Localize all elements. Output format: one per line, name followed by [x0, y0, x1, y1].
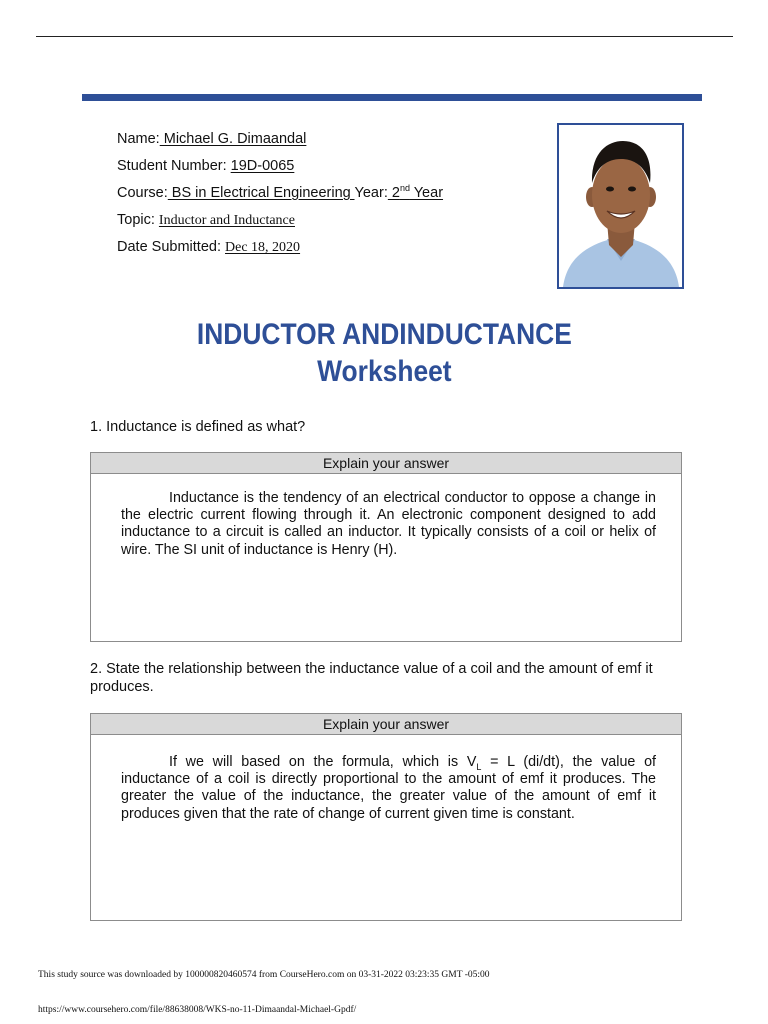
student-number-value: 19D-0065: [230, 158, 295, 174]
worksheet-subtitle: Worksheet: [317, 355, 452, 388]
topic-label: Topic:: [117, 212, 155, 228]
answer-box-2: [90, 713, 682, 921]
student-number-line: [117, 158, 294, 175]
name-label: Name:: [117, 131, 160, 147]
topic-value: Inductor and Inductance: [158, 213, 295, 228]
date-line: [117, 239, 300, 256]
question-2: 2. State the relationship between the inductance value of a coil and the amount of emf it produces.: [90, 661, 653, 695]
date-label: Date Submitted:: [117, 239, 221, 255]
worksheet-title: INDUCTOR ANDINDUCTANCE: [196, 318, 572, 351]
student-photo-image: [559, 125, 682, 287]
top-rule: [36, 36, 733, 37]
source-url[interactable]: https://www.coursehero.com/file/88638008/WKS-no-11-Dimaandal-Michael-Gpdf/: [38, 1005, 357, 1015]
course-label: Course:: [117, 185, 168, 201]
student-photo: [557, 123, 684, 289]
answer-box-1-header: Explain your answer: [91, 453, 681, 474]
question-1: 1. Inductance is defined as what?: [90, 419, 306, 435]
name-value: Michael G. Dimaandal: [159, 131, 307, 147]
answer-1-text: Inductance is the tendency of an electrical conductor to oppose a change in the electric current flowing through it. An electronic component designed to add inductance to a circuit is called an inductor. It typically consists of a coil or helix of wire. The SI unit of inductance is Henry (H).: [121, 490, 656, 558]
download-notice: This study source was downloaded by 100000820460574 from CourseHero.com on 03-31-2022 03:23:35 GMT -05:00: [38, 970, 490, 980]
answer-box-2-header: Explain your answer: [91, 714, 681, 735]
answer-2-text: If we will based on the formula, which is $V_L = L$ (di/dt), the value of inductance of a coil is directly proportional to the amount of emf it produces. The greater the value of the inductance, the greater value of the amount of emf it produces given that the rate of change of current given time is constant.: [121, 754, 656, 822]
course-value: BS in Electrical Engineering: [167, 185, 355, 201]
date-value: Dec 18, 2020: [225, 240, 301, 255]
year-value: 2nd Year: [387, 183, 444, 201]
course-line: [117, 185, 443, 202]
year-label: Year:: [354, 185, 388, 201]
answer-box-1: [90, 452, 682, 642]
name-line: [117, 131, 306, 148]
student-number-label: Student Number:: [117, 158, 227, 174]
topic-line: [117, 212, 295, 229]
header-bar: [82, 94, 702, 101]
